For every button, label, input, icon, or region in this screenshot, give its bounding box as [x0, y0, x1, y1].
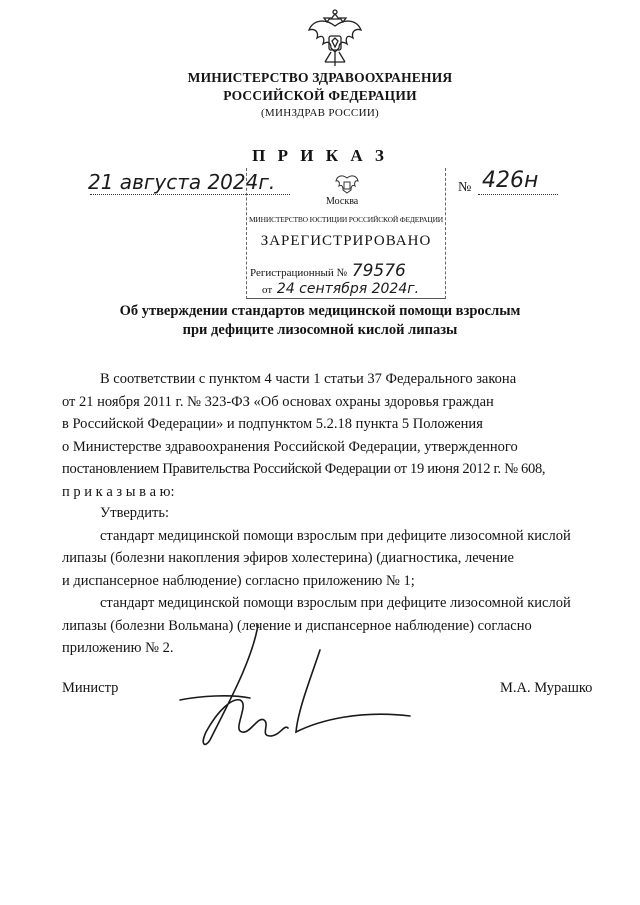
order-number: 426н: [482, 168, 539, 193]
standard-item-2-line: стандарт медицинской помощи взрослым при дефиците лизосомной кислой: [100, 595, 571, 611]
order-number-label: №: [458, 180, 472, 195]
stamp-reg-label: Регистрационный №: [250, 267, 348, 279]
preamble-line: В соответствии с пунктом 4 части 1 статьи 37 Федерального закона: [100, 371, 517, 387]
approve-label: Утвердить:: [100, 505, 169, 521]
stamp-agency: МИНИСТЕРСТВО ЮСТИЦИИ РОССИЙСКОЙ ФЕДЕРАЦИИ: [248, 215, 444, 224]
handwritten-signature: [170, 620, 440, 760]
preamble-paragraph: [62, 368, 602, 503]
preamble-line: постановлением Правительства Российской Федерации от 19 июня 2012 г. № 608,: [62, 461, 546, 477]
stamp-reg-number: 79576: [351, 261, 406, 281]
preamble-line: в Российской Федерации» и подпунктом 5.2.18 пункта 5 Положения: [62, 416, 483, 432]
coat-of-arms-emblem: [305, 8, 365, 74]
order-title-line1: Об утверждении стандартов медицинской помощи взрослым: [119, 303, 521, 319]
order-title-line2: при дефиците лизосомной кислой липазы: [182, 322, 458, 338]
stamp-emblem-icon: [334, 172, 360, 198]
preamble-line: от 21 ноября 2011 г. № 323-ФЗ «Об основах охраны здоровья граждан: [62, 393, 494, 410]
signer-position: Министр: [62, 680, 119, 696]
order-word: п р и к а з ы в а ю:: [62, 483, 175, 500]
stamp-date-prefix: от: [262, 284, 273, 296]
standard-item-2-line: липазы (болезни Вольмана) (лечение и диспансерное наблюдение) согласно: [62, 617, 532, 634]
ministry-short-name: (МИНЗДРАВ РОССИИ): [260, 107, 380, 119]
stamp-city: Москва: [326, 196, 359, 207]
stamp-status: ЗАРЕГИСТРИРОВАНО: [260, 233, 432, 249]
order-date: 21 августа 2024г.: [88, 170, 276, 194]
standard-item-1-line: липазы (болезни накопления эфиров холестерина) (диагностика, лечение: [62, 550, 514, 566]
signer-name: М.А. Мурашко: [500, 680, 593, 696]
stamp-reg-row: [246, 261, 450, 281]
standard-item-2-line: приложению № 2.: [62, 640, 174, 656]
document-type-heading: П Р И К А З: [252, 146, 388, 165]
number-underline: [478, 194, 558, 195]
preamble-line: о Министерстве здравоохранения Российской Федерации, утвержденного: [62, 438, 518, 455]
registration-stamp: [246, 168, 446, 300]
standard-item-1-line: стандарт медицинской помощи взрослым при дефиците лизосомной кислой: [100, 527, 571, 544]
stamp-reg-date: 24 сентября 2024г.: [276, 281, 420, 297]
stamp-date-row: [246, 281, 462, 297]
ministry-name-line2: РОССИЙСКОЙ ФЕДЕРАЦИИ: [223, 88, 417, 103]
standard-item-1-line: и диспансерное наблюдение) согласно приложению № 1;: [62, 572, 415, 589]
ministry-name-line1: МИНИСТЕРСТВО ЗДРАВООХРАНЕНИЯ: [187, 70, 453, 85]
